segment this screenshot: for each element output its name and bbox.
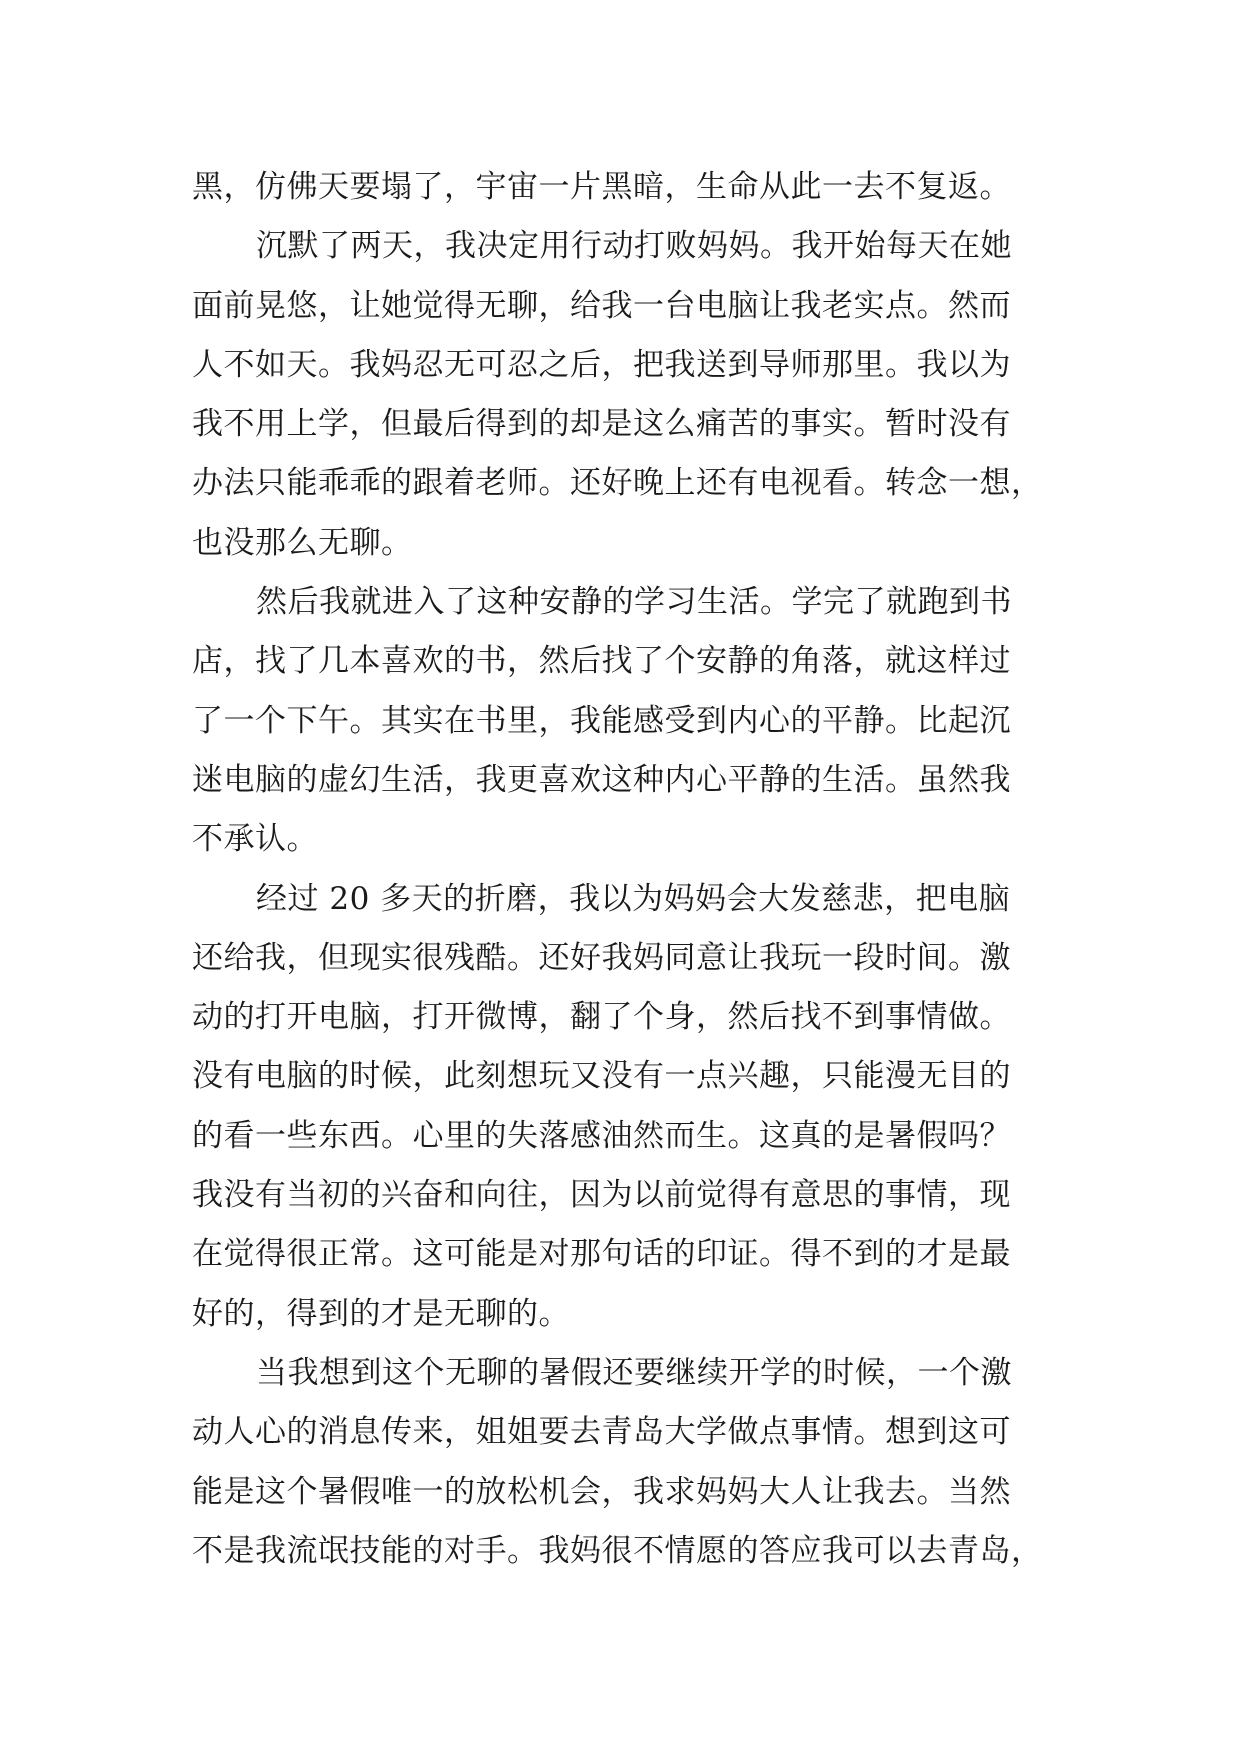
text-line: 的看一些东西。心里的失落感油然而生。这真的是暑假吗？ bbox=[192, 1117, 1011, 1154]
text-line: 好的，得到的才是无聊的。 bbox=[192, 1295, 570, 1332]
text-line: 办法只能乖乖的跟着老师。还好晚上还有电视看。转念一想， bbox=[192, 465, 1043, 502]
text-line: 没有电脑的时候，此刻想玩又没有一点兴趣，只能漫无目的 bbox=[192, 1058, 1011, 1095]
text-line: 不承认。 bbox=[192, 821, 318, 858]
text-line: 还给我，但现实很残酷。还好我妈同意让我玩一段时间。激 bbox=[192, 939, 1011, 976]
text-line: 店，找了几本喜欢的书，然后找了个安静的角落，就这样过 bbox=[192, 643, 1011, 680]
text-line: 动的打开电脑，打开微博，翻了个身，然后找不到事情做。 bbox=[192, 999, 1011, 1036]
text-line: 不是我流氓技能的对手。我妈很不情愿的答应我可以去青岛， bbox=[192, 1532, 1043, 1569]
text-line: 面前晃悠，让她觉得无聊，给我一台电脑让我老实点。然而 bbox=[192, 287, 1011, 324]
text-line: 黑，仿佛天要塌了，宇宙一片黑暗，生命从此一去不复返。 bbox=[192, 169, 1011, 205]
text-line: 人不如天。我妈忍无可忍之后，把我送到导师那里。我以为 bbox=[192, 346, 1011, 383]
text-line: 迷电脑的虚幻生活，我更喜欢这种内心平静的生活。虽然我 bbox=[192, 761, 1011, 798]
body-text bbox=[192, 158, 1072, 1581]
text-line: 动人心的消息传来，姐姐要去青岛大学做点事情。想到这可 bbox=[192, 1414, 1011, 1451]
paragraph-start-line: 当我想到这个无聊的暑假还要继续开学的时候，一个激 bbox=[256, 1354, 1012, 1391]
paragraph-start-line: 然后我就进入了这种安静的学习生活。学完了就跑到书 bbox=[256, 584, 1012, 621]
text-line: 能是这个暑假唯一的放松机会，我求妈妈大人让我去。当然 bbox=[192, 1473, 1011, 1510]
text-line: 在觉得很正常。这可能是对那句话的印证。得不到的才是最 bbox=[192, 1236, 1011, 1273]
text-line: 我没有当初的兴奋和向往，因为以前觉得有意思的事情，现 bbox=[192, 1177, 1011, 1214]
paragraph-start-line: 沉默了两天，我决定用行动打败妈妈。我开始每天在她 bbox=[256, 228, 1012, 265]
text-line: 了一个下午。其实在书里，我能感受到内心的平静。比起沉 bbox=[192, 702, 1011, 739]
text-line: 也没那么无聊。 bbox=[192, 524, 413, 561]
paragraph-start-line: 经过 20 多天的折磨，我以为妈妈会大发慈悲，把电脑 bbox=[256, 880, 1011, 917]
text-line: 我不用上学，但最后得到的却是这么痛苦的事实。暂时没有 bbox=[192, 406, 1011, 443]
